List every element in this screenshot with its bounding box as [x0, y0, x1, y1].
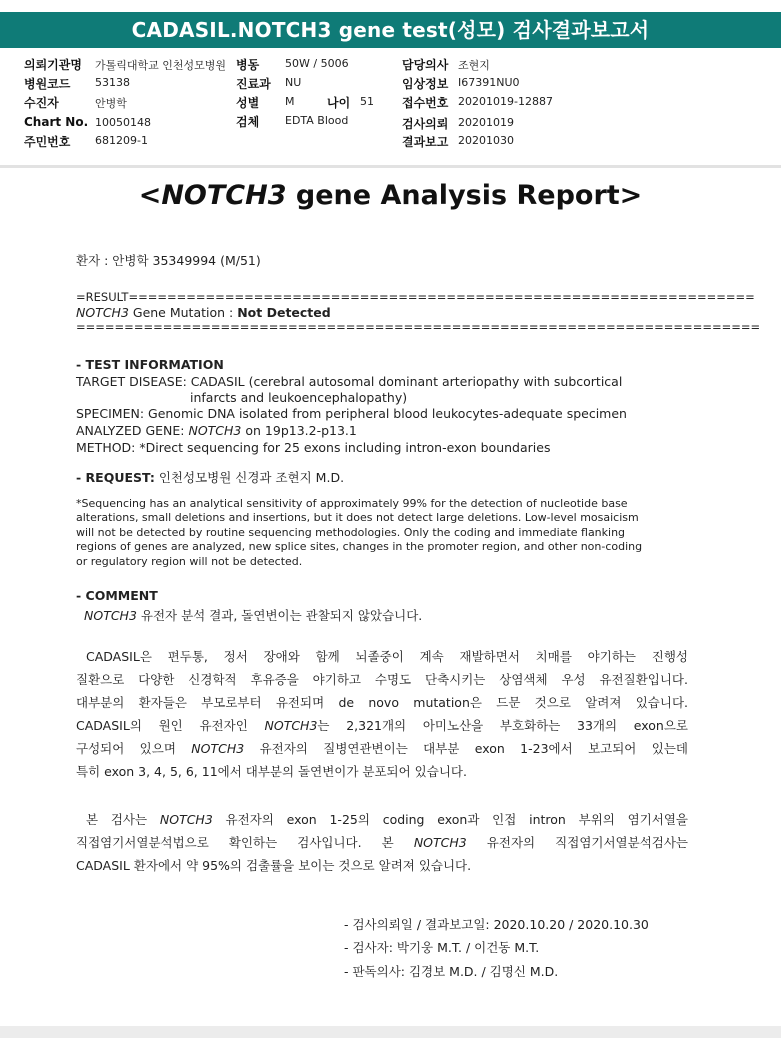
- request-heading: - REQUEST:: [76, 470, 155, 485]
- comment-paragraph-2: [76, 808, 688, 877]
- specimen-line: SPECIMEN: Genomic DNA isolated from peripheral blood leukocytes-adequate specimen: [76, 406, 627, 421]
- analyzed-gene-line: ANALYZED GENE: NOTCH3 on 19p13.2-p13.1: [76, 423, 357, 438]
- analyzed-gene-name: NOTCH3: [188, 423, 242, 438]
- comment-heading: - COMMENT: [76, 588, 158, 603]
- patient-line: 환자 : 안병학 35349994 (M/51): [76, 253, 261, 268]
- paragraph-line: 특히 exon 3, 4, 5, 6, 11에서 대부분의 돌연변이가 분포되어 있습니다.: [76, 764, 467, 779]
- label-patient-name: 수진자: [24, 96, 59, 110]
- mutation-result: NOTCH3 Gene Mutation : Not Detected: [76, 305, 331, 320]
- section-divider: [0, 165, 781, 168]
- result-separator-bottom: =======================================================================: [76, 320, 761, 334]
- value-department: NU: [285, 76, 302, 89]
- paragraph-line: 직접염기서열분석법으로 확인하는 검사입니다. 본 NOTCH3 유전자의 직접염기서열분석검사는: [76, 835, 688, 850]
- label-ward: 병동: [236, 58, 260, 72]
- label-chart-no: Chart No.: [24, 115, 89, 129]
- method-line: METHOD: *Direct sequencing for 25 exons including intron-exon boundaries: [76, 440, 551, 455]
- value-specimen: EDTA Blood: [285, 114, 349, 127]
- report-header-title: CADASIL.NOTCH3 gene test(성모) 검사결과보고서: [0, 12, 781, 48]
- label-department: 진료과: [236, 77, 271, 91]
- footnote-line: alterations, small deletions and insertions, but it does not detect large deletions. Low-level mosaicism: [76, 511, 639, 524]
- value-doctor: 조현지: [458, 59, 490, 72]
- value-test-request: 20201019: [458, 116, 514, 129]
- value-resident-no: 681209-1: [95, 134, 148, 147]
- label-clinical-info: 임상정보: [402, 77, 449, 91]
- label-doctor: 담당의사: [402, 58, 449, 72]
- label-result-report: 결과보고: [402, 135, 449, 149]
- label-receipt-no: 접수번호: [402, 96, 449, 110]
- mutation-gene: NOTCH3: [76, 305, 129, 320]
- value-patient-name: 안병학: [95, 97, 127, 110]
- signature-physicians: - 판독의사: 김경보 M.D. / 김명신 M.D.: [344, 964, 559, 979]
- paragraph-line: 본 검사는 NOTCH3 유전자의 exon 1-25의 coding exon과 인접 intron 부위의 염기서열을: [86, 812, 688, 827]
- footnote-line: *Sequencing has an analytical sensitivity of approximately 99% for the detection of nucleotide base: [76, 497, 628, 510]
- mutation-value: Not Detected: [237, 305, 331, 320]
- value-requesting-institution: 가톨릭대학교 인천성모병원: [95, 59, 227, 72]
- signature-technicians: - 검사자: 박기웅 M.T. / 이건동 M.T.: [344, 940, 540, 955]
- patient-info-block: [0, 55, 781, 165]
- report-title-gene: NOTCH3: [161, 180, 287, 211]
- paragraph-line: CADASIL은 편두통, 정서 장애와 함께 뇌졸중이 계속 재발하면서 치매를 야기하는 진행성: [86, 649, 688, 664]
- value-clinical-info: I67391NU0: [458, 76, 520, 89]
- value-receipt-no: 20201019-12887: [458, 95, 553, 108]
- result-separator-top: =RESULT=================================================================: [76, 290, 755, 304]
- label-test-request: 검사의뢰: [402, 117, 449, 131]
- page-bottom-divider: [0, 1026, 781, 1038]
- label-sex: 성별: [236, 96, 260, 110]
- target-disease-line-1: TARGET DISEASE: CADASIL (cerebral autosomal dominant arteriopathy with subcortical: [76, 374, 623, 389]
- request-line: [76, 468, 344, 486]
- paragraph-line: CADASIL의 원인 유전자인 NOTCH3는 2,321개의 아미노산을 부호화하는 33개의 exon으로: [76, 718, 688, 733]
- footnote-line: will not be detected by routine sequencing methodologies. Only the coding and immediate flanking: [76, 526, 626, 539]
- comment-gene: NOTCH3: [84, 608, 137, 623]
- label-requesting-institution: 의뢰기관명: [24, 58, 82, 72]
- value-sex: M: [285, 95, 295, 108]
- signature-dates: - 검사의뢰일 / 결과보고일: 2020.10.20 / 2020.10.30: [344, 917, 649, 932]
- footnote-line: regions of genes are analyzed, new splice sites, changes in the promoter region, and other non-coding: [76, 540, 643, 553]
- request-value: 인천성모병원 신경과 조현지 M.D.: [158, 470, 345, 485]
- paragraph-line: 질환으로 다양한 신경학적 후유증을 야기하고 수명도 단축시키는 상염색체 우성 유전질환입니다.: [76, 672, 688, 687]
- value-chart-no: 10050148: [95, 116, 151, 129]
- label-age: 나이: [327, 96, 351, 110]
- test-information-heading: - TEST INFORMATION: [76, 357, 224, 372]
- label-hospital-code: 병원코드: [24, 77, 71, 91]
- target-disease-line-2: infarcts and leukoencephalopathy): [190, 390, 408, 405]
- paragraph-line: 대부분의 환자들은 부모로부터 유전되며 de novo mutation은 드문 것으로 알려져 있습니다.: [76, 695, 688, 710]
- label-resident-no: 주민번호: [24, 135, 71, 149]
- comment-paragraph-1: [76, 645, 688, 783]
- value-result-report: 20201030: [458, 134, 514, 147]
- report-title: <NOTCH3 gene Analysis Report>: [138, 180, 643, 211]
- value-age: 51: [360, 95, 374, 108]
- value-hospital-code: 53138: [95, 76, 130, 89]
- footnote-line: or regulatory region will not be detected.: [76, 555, 303, 568]
- value-ward: 50W / 5006: [285, 57, 349, 70]
- paragraph-line: 구성되어 있으며 NOTCH3 유전자의 질병연관변이는 대부분 exon 1-23에서 보고되어 있는데: [76, 741, 688, 756]
- paragraph-line: CADASIL 환자에서 약 95%의 검출률을 보이는 것으로 알려져 있습니다.: [76, 858, 472, 873]
- label-specimen: 검체: [236, 115, 260, 129]
- comment-summary: NOTCH3 유전자 분석 결과, 돌연변이는 관찰되지 않았습니다.: [84, 608, 423, 623]
